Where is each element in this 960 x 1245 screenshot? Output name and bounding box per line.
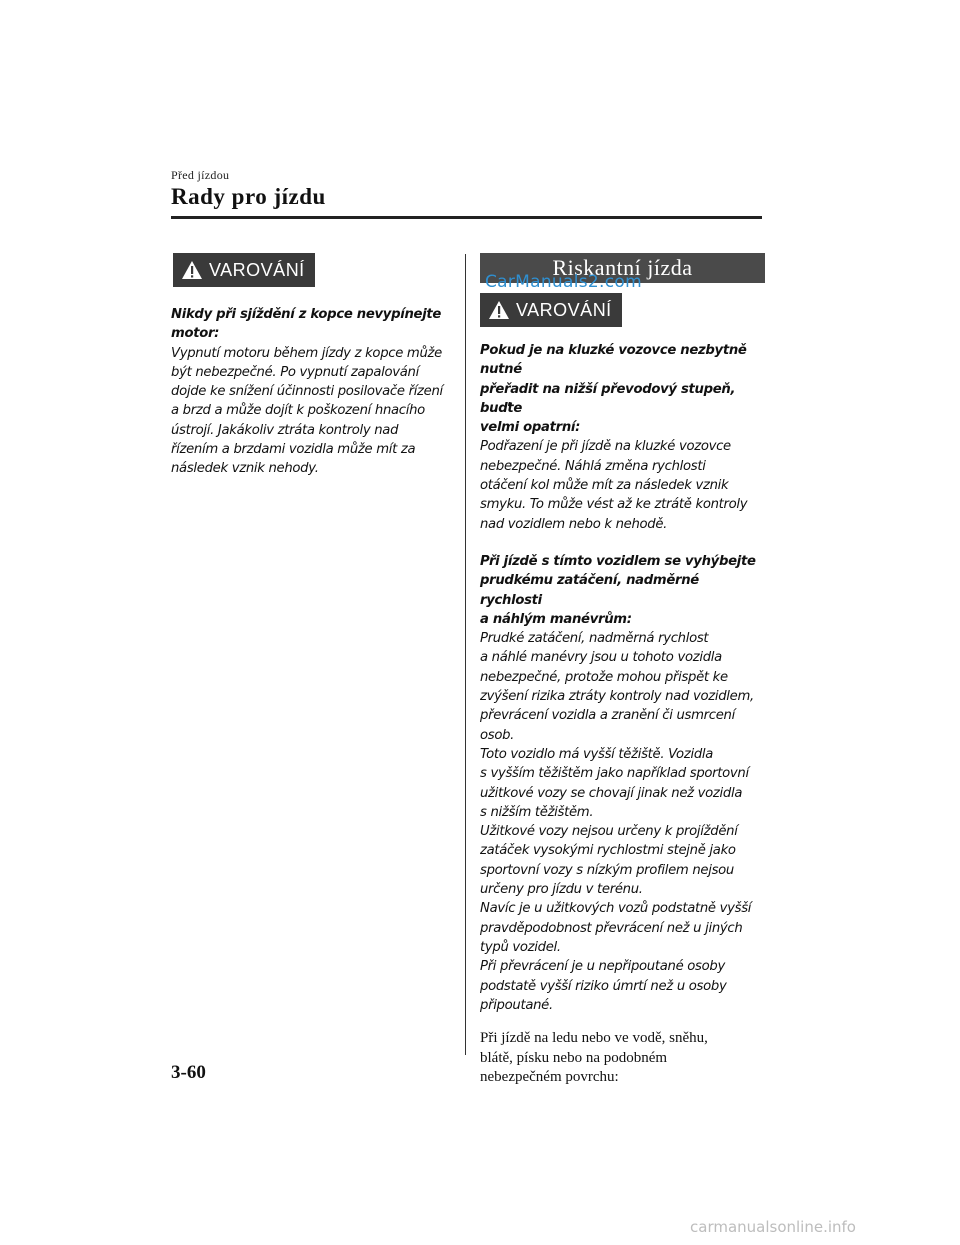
warning-body: Vypnutí motoru během jízdy z kopce může být nebezpečné. Po vypnutí zapalování dojde ke snížení účinnosti posilovače řízení a brzd a může dojít k poškození hnacího ústrojí. Jakákoliv ztráta kontroly nad řízením a brzdami vozidla může mít za následek vznik nehody. xyxy=(171,345,443,477)
warning-badge xyxy=(173,253,315,287)
warning-body: Podřazení je při jízdě na kluzké vozovce nebezpečné. Náhlá změna rychlosti otáčení kol může mít za následek vznik smyku. To může vést až ke ztrátě kontroly nad vozidlem nebo k nehodě. xyxy=(480,439,748,532)
page-number: 3-60 xyxy=(171,1062,206,1083)
column-divider xyxy=(465,254,466,1055)
body-text: Při jízdě na ledu nebo ve vodě, sněhu, blátě, písku nebo na podobném nebezpečném povrchu: xyxy=(480,1030,708,1086)
warning-triangle-icon xyxy=(488,300,510,320)
warning-heading: Nikdy při sjíždění z kopce nevypínejte motor: xyxy=(171,307,442,342)
warning-label: VAROVÁNÍ xyxy=(209,259,305,280)
title-rule xyxy=(171,216,762,219)
section-heading: Riskantní jízda xyxy=(552,255,693,280)
warning-badge xyxy=(480,293,622,327)
section-label: Před jízdou xyxy=(171,168,230,182)
warning-label: VAROVÁNÍ xyxy=(516,299,612,320)
left-column xyxy=(171,253,456,479)
right-column xyxy=(480,253,765,1088)
warning-body: Prudké zatáčení, nadměrná rychlost a náhlé manévry jsou u tohoto vozidla nebezpečné, protože mohou přispět ke zvýšení rizika ztráty kontroly nad vozidlem, převrácení vozidla a zranění či usmrcení osob. Toto vozidlo má vyšší těžiště. Vozidla s vyšším těžištěm jako například sportovní užitkové vozy se chovají jinak než vozidla s nižším těžištěm. Užitkové vozy nejsou určeny k projíždění zatáček vysokými rychlostmi stejně jako sportovní vozy s nízkým profilem nejsou určeny pro jízdu v terénu. Navíc je u užitkových vozů podstatně vyšší pravděpodobnost převrácení než u jiných typů vozidel. Při převrácení je u nepřipoutané osoby podstatě vyšší riziko úmrtí než u osoby připoutané. xyxy=(480,631,754,1013)
watermark: CarManuals2.com xyxy=(485,272,642,292)
warning-triangle-icon xyxy=(181,260,203,280)
warning-heading: Při jízdě s tímto vozidlem se vyhýbejte prudkému zatáčení, nadměrné rychlosti a náhlým manévrům: xyxy=(480,553,756,627)
warning-heading: Pokud je na kluzké vozovce nezbytně nutné přeřadit na nižší převodový stupeň, buďte velmi opatrní: xyxy=(480,343,747,436)
footer-site-text: carmanualsonline.info xyxy=(690,1218,856,1236)
page-title: Rady pro jízdu xyxy=(171,184,326,209)
